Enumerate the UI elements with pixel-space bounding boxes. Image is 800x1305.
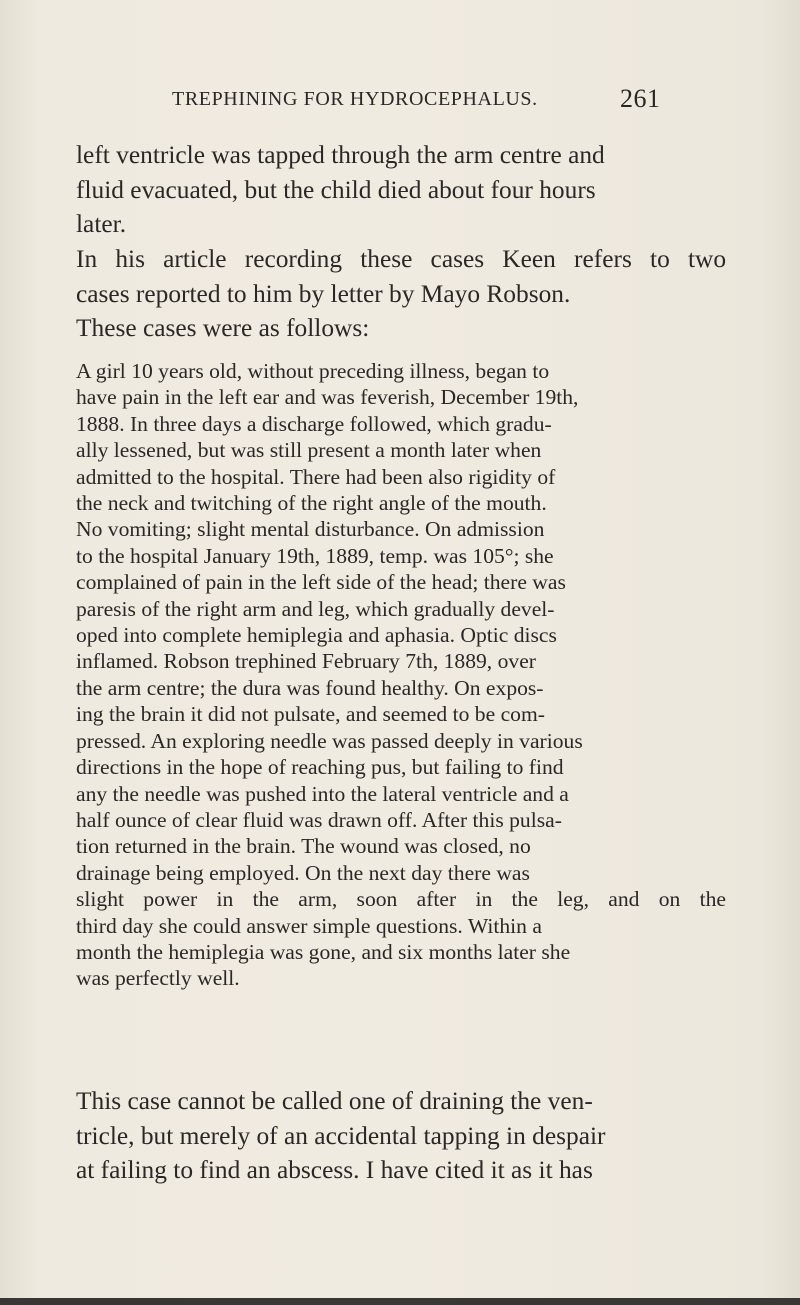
text-line: 1888. In three days a discharge followed, which gradu-	[76, 411, 552, 436]
text-line: to the hospital January 19th, 1889, temp. was 105°; she	[76, 543, 554, 568]
running-head: TREPHINING FOR HYDROCEPHALUS.	[172, 88, 538, 110]
text-line: the arm centre; the dura was found healthy. On expos-	[76, 675, 544, 700]
text-line: ally lessened, but was still present a month later when	[76, 438, 542, 463]
text-line: admitted to the hospital. There had been also rigidity of	[76, 464, 556, 489]
text-line: directions in the hope of reaching pus, but failing to find	[76, 755, 564, 780]
paragraph-keen-reference	[76, 242, 726, 346]
text-line: any the needle was pushed into the lateral ventricle and a	[76, 781, 569, 806]
text-line: half ounce of clear fluid was drawn off. After this pulsa-	[76, 807, 562, 832]
text-line: later.	[76, 210, 127, 238]
text-line: oped into complete hemiplegia and aphasia. Optic discs	[76, 623, 557, 648]
text-line: month the hemiplegia was gone, and six months later she	[76, 939, 571, 964]
quoted-case-report	[76, 358, 726, 992]
page-bottom-edge	[0, 1298, 800, 1305]
text-line: tion returned in the brain. The wound was closed, no	[76, 834, 531, 859]
text-line: These cases were as follows:	[76, 314, 370, 342]
text-line: No vomiting; slight mental disturbance. On admission	[76, 517, 545, 542]
paragraph-continuation	[76, 138, 726, 242]
text-line: paresis of the right arm and leg, which gradually devel-	[76, 596, 555, 621]
text-line: the neck and twitching of the right angle of the mouth.	[76, 491, 547, 516]
text-line: pressed. An exploring needle was passed deeply in various	[76, 728, 583, 753]
text-line: ing the brain it did not pulsate, and seemed to be com-	[76, 702, 545, 727]
text-line: third day she could answer simple questions. Within a	[76, 913, 542, 938]
text-line: at failing to find an abscess. I have cited it as it has	[76, 1156, 593, 1184]
text-line: tricle, but merely of an accidental tapping in despair	[76, 1121, 606, 1150]
text-line: left ventricle was tapped through the arm centre and	[76, 141, 605, 169]
closing-paragraph	[76, 1084, 726, 1188]
text-line: In his article recording these cases Keen refers to two	[76, 245, 727, 273]
page-number: 261	[620, 84, 661, 113]
text-line: slight power in the arm, soon after in the leg, and on the	[76, 887, 727, 912]
text-line: inflamed. Robson trephined February 7th, 1889, over	[76, 649, 536, 674]
text-line: A girl 10 years old, without preceding illness, began to	[76, 359, 550, 383]
text-line: was perfectly well.	[76, 966, 240, 991]
text-line: drainage being employed. On the next day there was	[76, 860, 530, 885]
text-line: fluid evacuated, but the child died about four hours	[76, 175, 596, 204]
text-line: cases reported to him by letter by Mayo Robson.	[76, 279, 571, 308]
text-line: have pain in the left ear and was feverish, December 19th,	[76, 385, 579, 410]
text-line: complained of pain in the left side of the head; there was	[76, 570, 566, 595]
text-line: This case cannot be called one of draining the ven-	[76, 1087, 593, 1115]
